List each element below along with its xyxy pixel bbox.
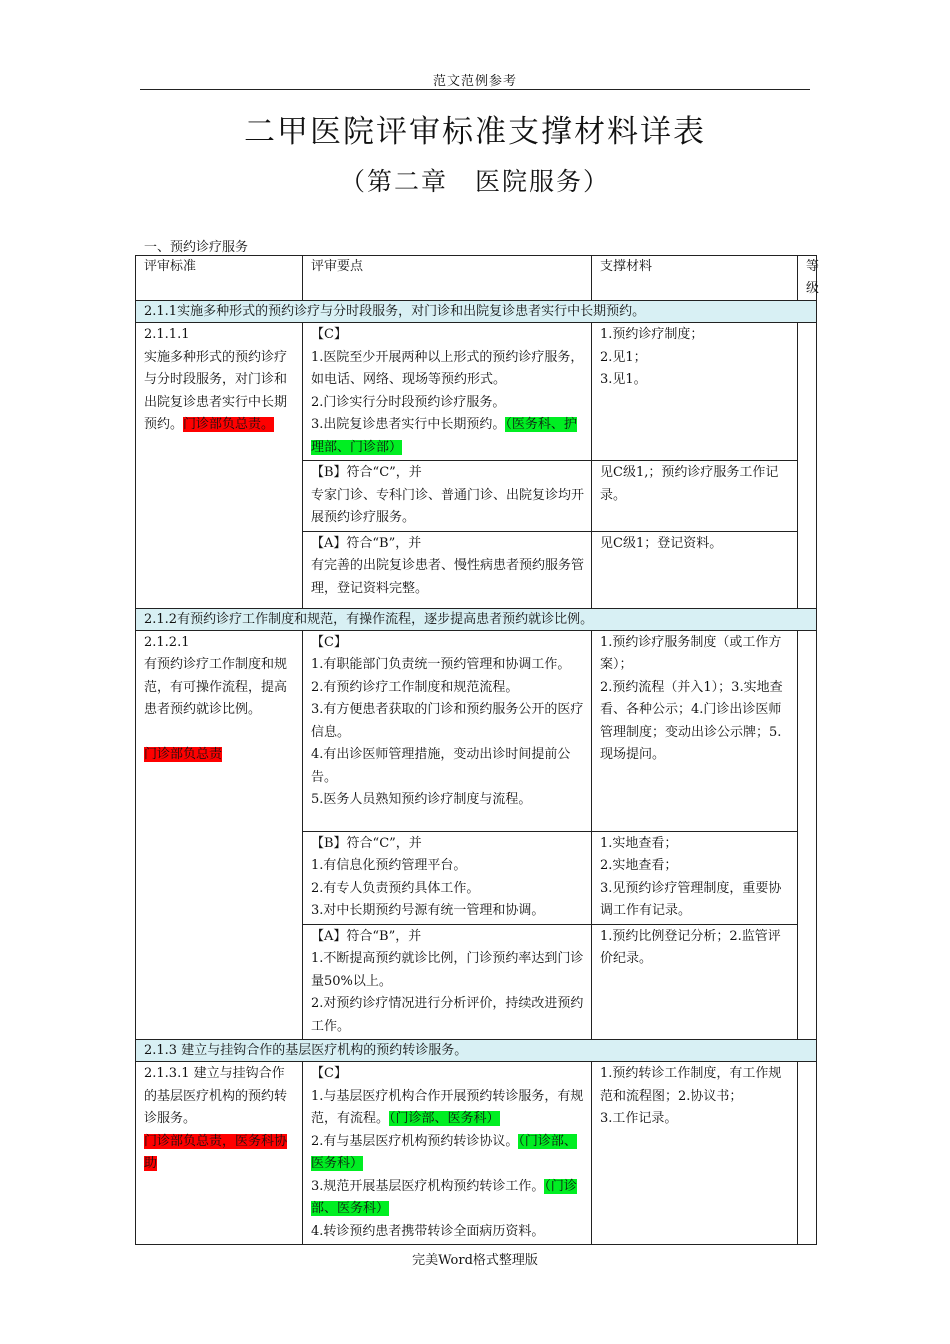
section-heading-2-1-2: 2.1.2有预约诊疗工作制度和规范，有操作流程，逐步提高患者预约就诊比例。 bbox=[136, 608, 817, 630]
materials-b bbox=[592, 831, 798, 924]
point-item: 1.有职能部门负责统一预约管理和协调工作。 bbox=[311, 657, 571, 672]
section-row bbox=[136, 1040, 817, 1062]
key-points-c bbox=[303, 1062, 592, 1245]
standard-text: 2.1.3.1 建立与挂钩合作的基层医疗机构的预约转诊服务。 bbox=[144, 1066, 288, 1126]
header-grade: 等级 bbox=[798, 256, 817, 301]
table-row bbox=[136, 630, 817, 831]
point-item: 1.有信息化预约管理平台。 bbox=[311, 858, 467, 873]
header-materials: 支撑材料 bbox=[592, 256, 798, 301]
material-item: 3.见预约诊疗管理制度，重要协调工作有记录。 bbox=[600, 880, 782, 918]
grade-cell bbox=[798, 323, 817, 609]
section-heading-2-1-1: 2.1.1实施多种形式的预约诊疗与分时段服务，对门诊和出院复诊患者实行中长期预约。 bbox=[136, 301, 817, 323]
department-highlight: （门诊部、医务科） bbox=[311, 1133, 577, 1171]
point-item: 5.医务人员熟知预约诊疗制度与流程。 bbox=[311, 792, 532, 807]
section-heading-2-1-3: 2.1.3 建立与挂钩合作的基层医疗机构的预约转诊服务。 bbox=[136, 1040, 817, 1062]
grade-tag: 【C】 bbox=[311, 327, 347, 342]
section-heading: 一、预约诊疗服务 bbox=[144, 240, 249, 255]
document-subtitle: （第二章 医院服务） bbox=[339, 167, 610, 196]
grade-cell bbox=[798, 630, 817, 1040]
table-header-row bbox=[136, 256, 817, 301]
material-item: 1.预约转诊工作制度，有工作规范和流程图；2.协议书； bbox=[600, 1066, 782, 1104]
material-item: 1.预约诊疗服务制度（或工作方案）； bbox=[600, 634, 782, 672]
standard-cell bbox=[136, 323, 303, 609]
section-row bbox=[136, 608, 817, 630]
materials-b: 见C级1,；预约诊疗服务工作记录。 bbox=[592, 461, 798, 532]
review-table bbox=[135, 255, 820, 1245]
point-item: 2.有专人负责预约具体工作。 bbox=[311, 880, 480, 896]
key-points-c bbox=[303, 323, 592, 461]
standard-code: 2.1.1.1 bbox=[144, 327, 190, 342]
materials-a: 见C级1；登记资料。 bbox=[592, 531, 798, 608]
materials-c bbox=[592, 1062, 798, 1245]
standard-code: 2.1.2.1 bbox=[144, 634, 190, 650]
key-points-a bbox=[303, 531, 592, 608]
point-item: 2.有预约诊疗工作制度和规范流程。 bbox=[311, 679, 519, 695]
department-highlight: （医务科、护理部、门诊部） bbox=[311, 417, 577, 455]
material-item: 2.见1； bbox=[600, 349, 647, 365]
key-points-c bbox=[303, 630, 592, 831]
key-points-a bbox=[303, 924, 592, 1040]
department-highlight: （门诊部、医务科） bbox=[389, 1111, 500, 1126]
material-item: 2.预约流程（并入1）；3.实地查看、各种公示；4.门诊出诊医师管理制度；变动出诊公示牌；5.现场提问。 bbox=[600, 679, 783, 762]
point-item: 2.门诊实行分时段预约诊疗服务。 bbox=[311, 394, 506, 410]
grade-tag: 【A】符合“B”，并 bbox=[311, 535, 422, 551]
point-item: 3.规范开展基层医疗机构预约转诊工作。 bbox=[311, 1178, 545, 1194]
materials-c bbox=[592, 630, 798, 831]
responsibility-note: 门诊部负总责。 bbox=[183, 417, 275, 432]
point-item: 专家门诊、专科门诊、普通门诊、出院复诊均开展预约诊疗服务。 bbox=[311, 487, 585, 525]
department-highlight: （门诊部、医务科） bbox=[311, 1178, 577, 1216]
document-title: 二甲医院评审标准支撑材料详表 bbox=[244, 114, 706, 150]
point-item: 有完善的出院复诊患者、慢性病患者预约服务管理，登记资料完整。 bbox=[311, 558, 585, 596]
responsibility-note: 门诊部负总责 bbox=[144, 746, 223, 762]
material-item: 2.实地查看； bbox=[600, 858, 678, 873]
standard-text: 有预约诊疗工作制度和规范，有可操作流程，提高患者预约就诊比例。 bbox=[144, 657, 288, 717]
responsibility-note: 门诊部负总责，医务科协助 bbox=[144, 1133, 288, 1171]
material-item: 3.见1。 bbox=[600, 372, 647, 387]
header-standard: 评审标准 bbox=[136, 256, 303, 301]
point-item: 3.出院复诊患者实行中长期预约。 bbox=[311, 417, 506, 432]
point-item: 4.有出诊医师管理措施，变动出诊时间提前公告。 bbox=[311, 747, 571, 785]
grade-cell bbox=[798, 1062, 817, 1245]
materials-c bbox=[592, 323, 798, 461]
point-item: 2.对预约诊疗情况进行分析评价，持续改进预约工作。 bbox=[311, 996, 584, 1034]
key-points-b bbox=[303, 461, 592, 532]
header-key-points: 评审要点 bbox=[303, 256, 592, 301]
header-divider bbox=[140, 89, 810, 90]
grade-tag: 【A】符合“B”，并 bbox=[311, 928, 422, 944]
point-item: 1.医院至少开展两种以上形式的预约诊疗服务，如电话、网络、现场等预约形式。 bbox=[311, 349, 584, 387]
material-item: 1.实地查看； bbox=[600, 835, 678, 851]
point-item: 1.不断提高预约就诊比例，门诊预约率达到门诊量50%以上。 bbox=[311, 951, 584, 989]
point-item: 3.有方便患者获取的门诊和预约服务公开的医疗信息。 bbox=[311, 702, 584, 740]
grade-tag: 【C】 bbox=[311, 1066, 347, 1081]
grade-tag: 【B】符合“C”，并 bbox=[311, 465, 422, 480]
key-points-b bbox=[303, 831, 592, 924]
table-row bbox=[136, 323, 817, 461]
standard-text: 实施多种形式的预约诊疗与分时段服务，对门诊和出院复诊患者实行中长期预约。 bbox=[144, 349, 288, 432]
material-item: 1.预约诊疗制度； bbox=[600, 327, 704, 342]
standard-cell bbox=[136, 630, 303, 1040]
point-item: 3.对中长期预约号源有统一管理和协调。 bbox=[311, 903, 545, 918]
section-row bbox=[136, 301, 817, 323]
materials-a: 1.预约比例登记分析；2.监管评价纪录。 bbox=[592, 924, 798, 1040]
page-footer: 完美Word格式整理版 bbox=[412, 1253, 538, 1268]
page-header: 范文范例参考 bbox=[432, 74, 517, 89]
point-item: 2.有与基层医疗机构预约转诊协议。 bbox=[311, 1133, 519, 1149]
point-item: 1.与基层医疗机构合作开展预约转诊服务，有规范，有流程。 bbox=[311, 1088, 584, 1126]
grade-tag: 【C】 bbox=[311, 634, 347, 650]
table-row bbox=[136, 1062, 817, 1245]
material-item: 3.工作记录。 bbox=[600, 1111, 678, 1126]
point-item: 4.转诊预约患者携带转诊全面病历资料。 bbox=[311, 1223, 545, 1239]
grade-tag: 【B】符合“C”，并 bbox=[311, 835, 422, 851]
standard-cell bbox=[136, 1062, 303, 1245]
